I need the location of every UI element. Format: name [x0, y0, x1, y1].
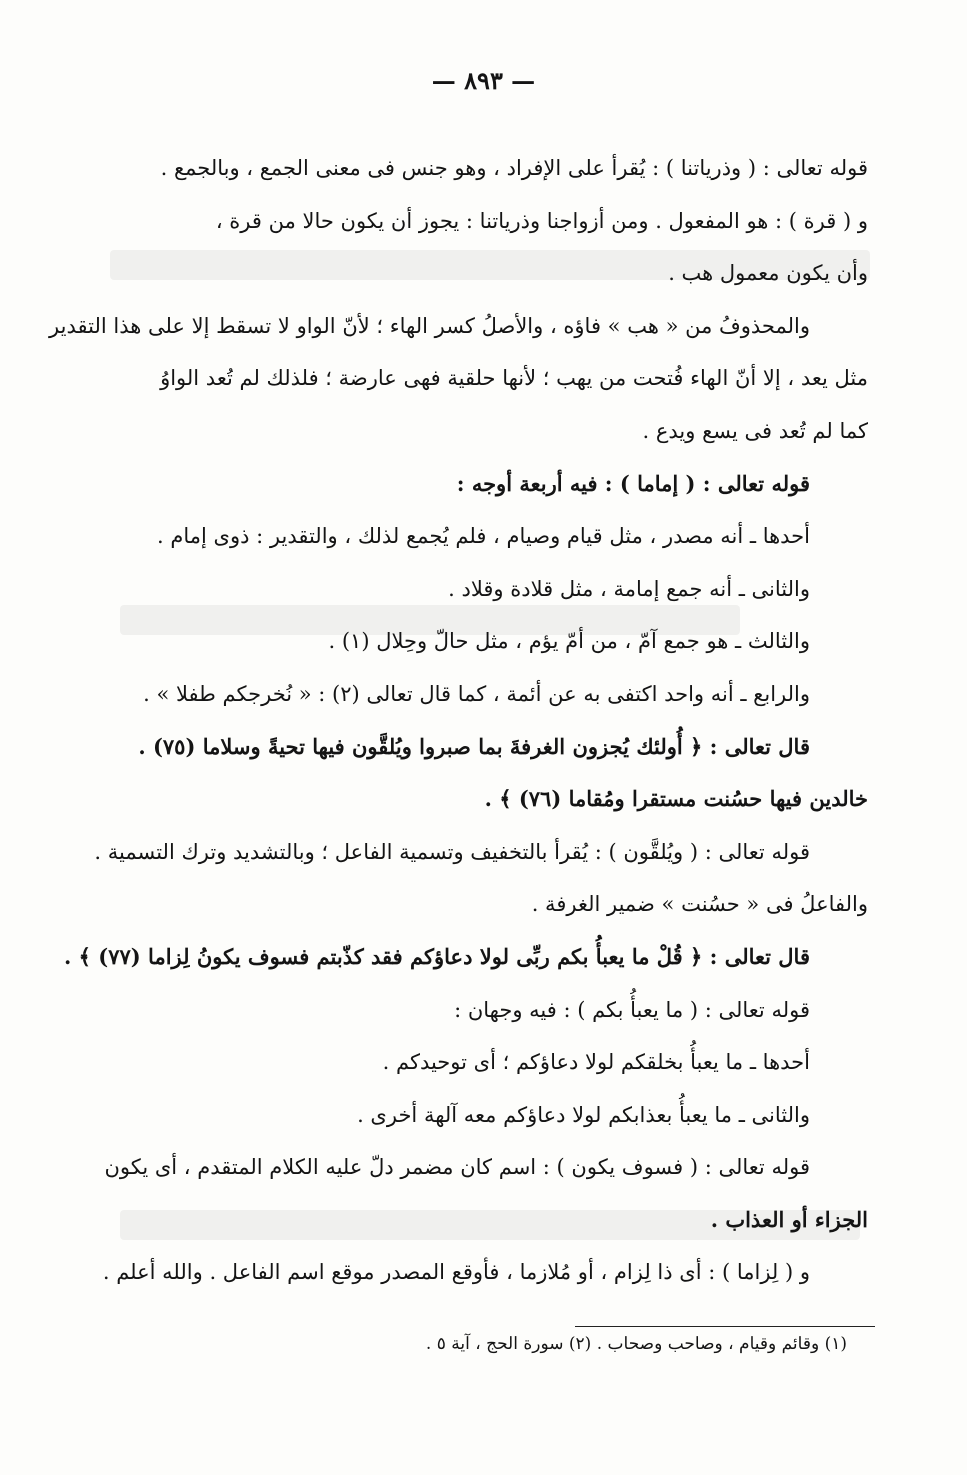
text-line: قوله تعالى : ( إماما ) : فيه أربعة أوجه : — [456, 470, 810, 496]
text-line: كما لم تُعد فى يسع ويدع . — [642, 418, 868, 443]
text-line: و ( لِزاما ) : أى ذا لِزام ، أو مُلازما ، فأوقع المصدر موقع اسم الفاعل . والله أعلم . — [102, 1260, 810, 1285]
text-line: والرابع ـ أنه واحد اكتفى به عن أئمة ، كما قال تعالى (٢) : « نُخرجكم طفلا » . — [143, 681, 810, 706]
page-number: — ٨٩٣ — — [431, 66, 536, 95]
text-line: والمحذوفُ من « هب » فاؤه ، والأصلُ كسر الهاء ؛ لأنّ الواو لا تسقط إلا على هذا التقدير — [49, 313, 810, 338]
quran-verse-line: خالدين فيها حسُنت مستقرا ومُقاما (٧٦) ﴾ . — [484, 786, 868, 812]
text-line: أحدها ـ أنه مصدر ، مثل قيام وصيام ، فلم يُجمع لذلك ، والتقدير : ذوى إمام . — [157, 524, 810, 549]
footnotes: (١) وقائم وقيام ، وصاحب وصحاب . (٢) سورة الحج ، آية ٥ . — [425, 1334, 847, 1354]
text-line: قوله تعالى : ( ويُلقَّون ) : يُقرأ بالتخفيف وتسمية الفاعل ؛ وبالتشديد وترك التسمية . — [94, 839, 810, 864]
text-line: قوله تعالى : ( وذرياتنا ) : يُقرأ على الإفراد ، وهو جنس فى معنى الجمع ، وبالجمع . — [160, 156, 868, 180]
page-body — [49, 142, 868, 1299]
text-line: والثانى ـ ما يعبأُ بعذابكم لولا دعاؤكم معه آلهة أخرى . — [357, 1102, 810, 1127]
quran-verse-line: قال تعالى : ﴿ أُولئك يُجزون الغرفةَ بما صبروا ويُلقَّون فيها تحيةً وسلاما (٧٥) . — [138, 733, 810, 759]
text-line: الجزاء أو العذاب . — [710, 1206, 868, 1232]
text-line: قوله تعالى : ( فسوف يكون ) : اسم كان مضمر دلّ عليه الكلام المتقدم ، أى يكون — [104, 1155, 810, 1180]
text-line: وأن يكون معمول هب . — [668, 261, 868, 286]
text-line: والثالث ـ هو جمع آمّ ، من أمّ يؤم ، مثل حالّ وحِلال (١) . — [328, 629, 810, 654]
text-line: والفاعلُ فى « حسُنت » ضمير الغرفة . — [531, 892, 868, 917]
text-line: أحدها ـ ما يعبأُ بخلقكم لولا دعاؤكم ؛ أى توحيدكم . — [382, 1050, 810, 1075]
text-line: والثانى ـ أنه جمع إمامة ، مثل قلادة وقلاد . — [448, 576, 810, 601]
text-line: قوله تعالى : ( ما يعبأُ بكم ) : فيه وجهان : — [454, 997, 810, 1022]
text-line: و ( قرة ) : هو المفعول . ومن أزواجنا وذرياتنا : يجوز أن يكون حالا من قرة ، — [215, 208, 868, 233]
text-line: مثل يعد ، إلا أنّ الهاء فُتحت من يهب ؛ لأنها حلقية فهى عارضة ؛ فلذلك لم تُعد الواوُ — [160, 366, 868, 391]
quran-verse-line: قال تعالى : ﴿ قُلْ ما يعبأُ بكم ربِّى لولا دعاؤكم فقد كذّبتم فسوف يكونُ لِزاما (٧٧) ﴾ . — [64, 943, 810, 969]
footnote-divider — [575, 1326, 875, 1327]
